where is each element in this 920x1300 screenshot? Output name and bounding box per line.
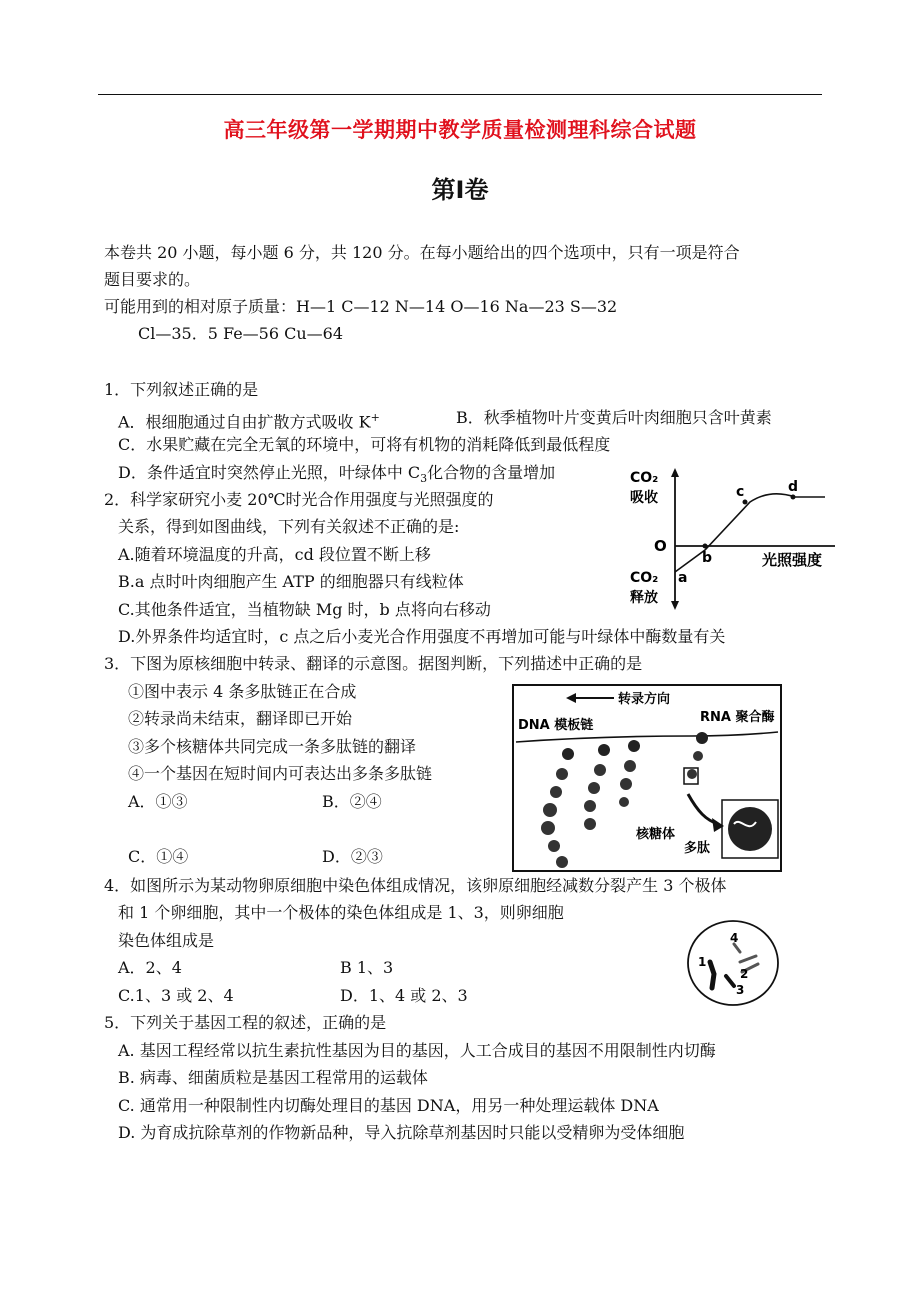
point-b-label: b — [702, 550, 713, 566]
q4-option-a: A．2、4 — [118, 958, 182, 977]
polymerase-3 — [628, 740, 640, 752]
volume-title: 第Ⅰ卷 — [431, 176, 489, 204]
chromosome-label-1: 1 — [698, 955, 707, 969]
y-top-label-co2: CO₂ — [630, 470, 659, 486]
q1-option-b: B．秋季植物叶片变黄后叶肉细胞只含叶黄素 — [456, 408, 772, 427]
point-c-marker — [743, 500, 748, 505]
y-axis-arrow-up-icon — [671, 468, 679, 477]
atomic-mass-line-2: Cl—35．5 Fe—56 Cu—64 — [138, 324, 344, 343]
y-bottom-label-release: 释放 — [630, 590, 658, 606]
q3-stem: 3．下图为原核细胞中转录、翻译的示意图。据图判断，下列描述中正确的是 — [104, 654, 643, 673]
atomic-mass-line-1: 可能用到的相对原子质量：H—1 C—12 N—14 O—16 Na—23 S—32 — [104, 297, 618, 316]
chromosome-2b — [740, 956, 756, 962]
intro-line-1: 本卷共 20 小题，每小题 6 分，共 120 分。在每小题给出的四个选项中，只有一项是符合 — [104, 243, 740, 262]
q1-option-a: A．根细胞通过自由扩散方式吸收 K+ — [118, 411, 380, 432]
chromosome-4 — [734, 944, 740, 952]
direction-label: 转录方向 — [618, 692, 671, 707]
q2-stem-1: 2．科学家研究小麦 20℃时光合作用强度与光照强度的 — [104, 490, 494, 509]
point-a-label: a — [678, 570, 688, 586]
chromosome-1 — [710, 962, 714, 988]
photosynthesis-graph — [620, 462, 840, 612]
q3-statement-1: ①图中表示 4 条多肽链正在合成 — [128, 682, 357, 701]
q4-stem-3: 染色体组成是 — [118, 931, 215, 950]
peptide-label: 多肽 — [684, 841, 711, 856]
q3-option-d: D．②③ — [322, 847, 383, 866]
q2-option-b: B.a 点时叶肉细胞产生 ATP 的细胞器只有线粒体 — [118, 572, 464, 591]
q3-statement-2: ②转录尚未结束，翻译即已开始 — [128, 709, 353, 728]
q3-statement-3: ③多个核糖体共同完成一条多肽链的翻译 — [128, 737, 417, 756]
y-bottom-label-co2: CO₂ — [630, 570, 659, 586]
point-d-label: d — [788, 479, 799, 495]
ribosome-enlarged — [728, 807, 772, 851]
exam-title: 高三年级第一学期期中教学质量检测理科综合试题 — [223, 118, 697, 142]
q1-option-d: D．条件适宜时突然停止光照，叶绿体中 $C_3$化合物的含量增加 — [118, 463, 556, 486]
polymerase-4 — [696, 732, 708, 744]
dna-label: DNA 模板链 — [518, 718, 594, 733]
y-top-label-absorb: 吸收 — [630, 490, 658, 506]
rna-polymerase-label: RNA 聚合酶 — [700, 710, 775, 725]
q4-option-b: B 1、3 — [340, 958, 394, 977]
y-axis-arrow-down-icon — [671, 601, 679, 610]
origin-label: O — [654, 537, 667, 555]
q3-option-c: C．①④ — [128, 847, 189, 866]
q3-option-b: B．②④ — [322, 792, 382, 811]
point-b-marker — [703, 544, 708, 549]
q5-option-c: C. 通常用一种限制性内切酶处理目的基因 DNA，用另一种处理运载体 DNA — [118, 1096, 659, 1115]
chromosome-label-3: 3 — [736, 983, 745, 997]
q2-option-c: C.其他条件适宜，当植物缺 Mg 时，b 点将向右移动 — [118, 600, 491, 619]
oogonium-cell-figure — [684, 918, 784, 1010]
transcription-translation-figure — [512, 684, 784, 874]
polymerase-2 — [598, 744, 610, 756]
q5-option-b: B. 病毒、细菌质粒是基因工程常用的运载体 — [118, 1068, 428, 1087]
q2-stem-2: 关系，得到如图曲线，下列有关叙述不正确的是: — [118, 517, 460, 536]
q1-option-c: C．水果贮藏在完全无氧的环境中，可将有机物的消耗降低到最低程度 — [118, 435, 611, 454]
point-c-label: c — [736, 484, 745, 500]
q3-statement-4: ④一个基因在短时间内可表达出多条多肽链 — [128, 764, 433, 783]
intro-line-2: 题目要求的。 — [104, 270, 201, 289]
ribosome-label: 核糖体 — [636, 827, 676, 842]
q4-option-c: C.1、3 或 2、4 — [118, 986, 234, 1005]
x-axis-label: 光照强度 — [762, 551, 823, 569]
chromosome-label-4: 4 — [730, 931, 739, 945]
q5-stem: 5．下列关于基因工程的叙述，正确的是 — [104, 1013, 387, 1032]
polymerase-1 — [562, 748, 574, 760]
q4-stem-2: 和 1 个卵细胞，其中一个极体的染色体组成是 1、3，则卵细胞 — [118, 903, 564, 922]
q2-option-a: A.随着环境温度的升高，cd 段位置不断上移 — [118, 545, 431, 564]
q4-stem-1: 4．如图所示为某动物卵原细胞中染色体组成情况，该卵原细胞经减数分裂产生 3 个极体 — [104, 876, 727, 895]
q5-option-a: A. 基因工程经常以抗生素抗性基因为目的基因，人工合成目的基因不用限制性内切酶 — [118, 1041, 716, 1060]
point-d-marker — [791, 495, 796, 500]
q2-option-d: D.外界条件均适宜时，c 点之后小麦光合作用强度不再增加可能与叶绿体中酶数量有关 — [118, 627, 726, 646]
q1-stem: 1．下列叙述正确的是 — [104, 380, 259, 399]
chromosome-3 — [726, 976, 734, 986]
q3-option-a: A．①③ — [128, 792, 188, 811]
chromosome-label-2: 2 — [740, 967, 749, 981]
header-rule — [98, 94, 822, 95]
q4-option-d: D．1、4 或 2、3 — [340, 986, 468, 1005]
q5-option-d: D. 为育成抗除草剂的作物新品种，导入抗除草剂基因时只能以受精卵为受体细胞 — [118, 1123, 685, 1142]
